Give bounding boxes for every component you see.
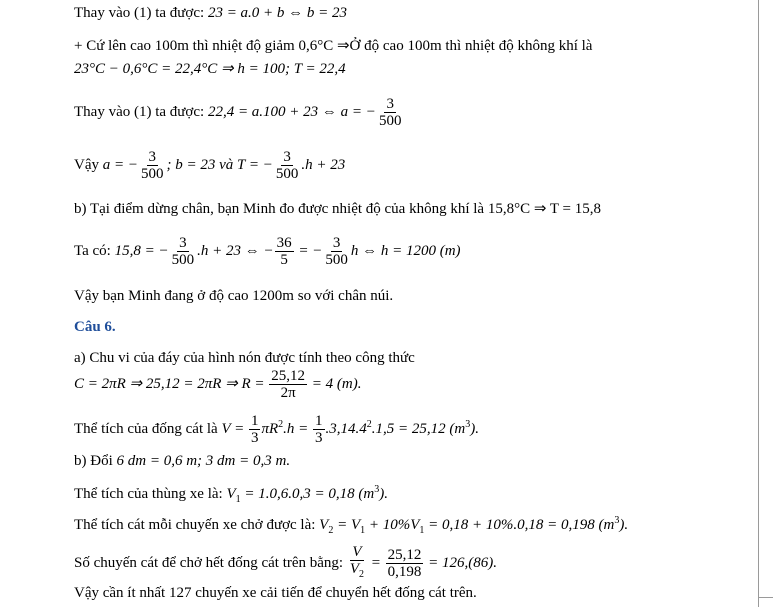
denominator: 0,198	[387, 564, 422, 580]
line-text: Thể tích của đống cát là	[74, 420, 222, 437]
line-truck-volume	[74, 481, 388, 509]
exponent: 3	[374, 484, 380, 495]
fraction	[170, 235, 197, 268]
fraction	[249, 413, 261, 446]
equation: ).	[619, 517, 629, 533]
equation: ).	[379, 486, 388, 502]
line-text: Ta có:	[74, 242, 115, 259]
equation: 6 dm = 0,6 m; 3 dm = 0,3 m.	[116, 453, 291, 469]
fraction	[323, 235, 350, 268]
line-text: b) Đổi	[74, 453, 117, 469]
equation: =	[367, 554, 385, 571]
line-text: Thay vào (1) ta được:	[74, 103, 208, 120]
exponent: 3	[465, 418, 471, 430]
equation: ).	[470, 420, 479, 437]
equation: = −	[294, 242, 323, 259]
equation: C = 2πR ⇒ 25,12 = 2πR ⇒ R =	[74, 375, 269, 392]
line-temperature-rule	[74, 37, 592, 55]
line-solve-h	[74, 235, 461, 268]
numerator: 25,12	[271, 368, 306, 384]
numerator: 3	[332, 235, 341, 251]
margin-rule-vertical	[758, 0, 759, 607]
equation: = 1.0,6.0,3 = 0,18 (m	[240, 486, 375, 502]
subscript: 1	[235, 494, 241, 505]
equation: 15,8 = −	[114, 242, 169, 259]
line-text: Vậy	[74, 156, 103, 173]
denominator: 500	[171, 252, 195, 268]
line-text: Thể tích của thùng xe là:	[74, 486, 227, 502]
denominator	[348, 561, 366, 583]
line-text: Thể tích cát mỗi chuyến xe chở được là:	[74, 517, 320, 533]
fraction	[377, 96, 404, 129]
numerator: 3	[179, 235, 187, 251]
fraction	[313, 413, 325, 446]
equation: 23 = a.0 + b ⇔ b = 23	[207, 5, 348, 21]
equation: h ⇔ h = 1200 (m)	[350, 242, 461, 259]
equation: = V	[333, 517, 361, 533]
numerator: 3	[386, 96, 394, 112]
subscript: 1	[360, 525, 366, 536]
equation: V	[226, 486, 236, 502]
numerator: 25,12	[387, 547, 422, 563]
subscript: 1	[419, 525, 425, 536]
denominator: 500	[275, 166, 299, 182]
denominator: 500	[141, 166, 164, 182]
fraction	[139, 149, 166, 182]
line-trip-count	[74, 544, 497, 583]
line-final-answer	[74, 584, 477, 602]
exponent: 2	[278, 418, 284, 430]
equation: .h + 23	[301, 156, 346, 173]
line-text: Số chuyến cát để chở hết đống cát trên bằng:	[74, 554, 347, 571]
line-temperature-calc	[74, 60, 346, 78]
numerator: 3	[283, 149, 291, 165]
fraction	[348, 544, 366, 583]
equation: V	[319, 517, 329, 533]
denominator: 500	[378, 113, 402, 129]
fraction	[386, 547, 424, 580]
equation: .h + 23 ⇔ −	[197, 242, 274, 259]
line-substitute-1	[74, 4, 347, 22]
line-text: Vậy cần ít nhất 127 chuyến xe cải tiến để chuyển hết đống cát trên.	[74, 585, 477, 601]
denominator-var: V	[349, 561, 360, 577]
line-circumference	[74, 368, 361, 401]
equation: a = −	[102, 156, 138, 173]
subscript: 2	[359, 569, 365, 580]
line-substitute-2	[74, 96, 404, 129]
denominator: 5	[280, 252, 288, 268]
equation: = 126,(86).	[424, 554, 498, 571]
denominator: 3	[250, 430, 259, 446]
denominator: 2π	[280, 385, 296, 401]
line-text: Thay vào (1) ta được:	[74, 5, 208, 21]
line-part-b	[74, 200, 601, 218]
numerator: 1	[315, 413, 323, 429]
line-text: + Cứ lên cao 100m thì nhiệt độ giảm 0,6°C ⇒Ở độ cao 100m thì nhiệt độ không khí là	[74, 38, 593, 54]
line-part-a	[74, 349, 415, 367]
line-conclusion-ab	[74, 149, 345, 182]
line-text: a) Chu vi của đáy của hình nón được tính theo công thức	[74, 350, 415, 366]
denominator: 3	[315, 430, 323, 446]
subscript: 2	[328, 525, 334, 536]
equation: 23°C − 0,6°C = 22,4°C ⇒ h = 100; T = 22,4	[74, 61, 346, 77]
equation: 22,4 = a.100 + 23 ⇔ a = −	[207, 103, 376, 120]
equation: = 0,18 + 10%.0,18 = 0,198 (m	[424, 517, 615, 533]
equation: ; b = 23 và T = −	[166, 156, 273, 173]
numerator: 36	[276, 235, 292, 251]
equation: πR	[261, 420, 279, 437]
equation: .1,5 = 25,12 (m	[371, 420, 466, 437]
denominator: 500	[325, 252, 348, 268]
line-conclusion-height	[74, 287, 393, 305]
equation: V =	[221, 420, 248, 437]
line-sand-volume	[74, 413, 479, 446]
exponent: 3	[614, 515, 620, 526]
numerator: V	[352, 544, 362, 560]
heading-text: Câu 6.	[74, 319, 116, 335]
equation: = 4 (m).	[308, 375, 362, 392]
equation: .h =	[283, 420, 313, 437]
line-convert-units	[74, 452, 290, 470]
section-heading	[74, 318, 116, 336]
line-text: Vậy bạn Minh đang ở độ cao 1200m so với chân núi.	[74, 288, 394, 304]
numerator: 3	[148, 149, 156, 165]
equation: .3,14.4	[325, 420, 367, 437]
exponent: 2	[366, 418, 372, 430]
line-trip-volume	[74, 512, 628, 540]
numerator: 1	[250, 413, 259, 429]
fraction	[274, 149, 301, 182]
fraction	[275, 235, 294, 268]
equation: + 10%V	[365, 517, 420, 533]
margin-rule-horizontal	[758, 597, 773, 598]
line-text: b) Tại điểm dừng chân, bạn Minh đo được nhiệt độ của không khí là 15,8°C ⇒ T = 15,8	[74, 201, 601, 217]
fraction	[269, 368, 307, 401]
